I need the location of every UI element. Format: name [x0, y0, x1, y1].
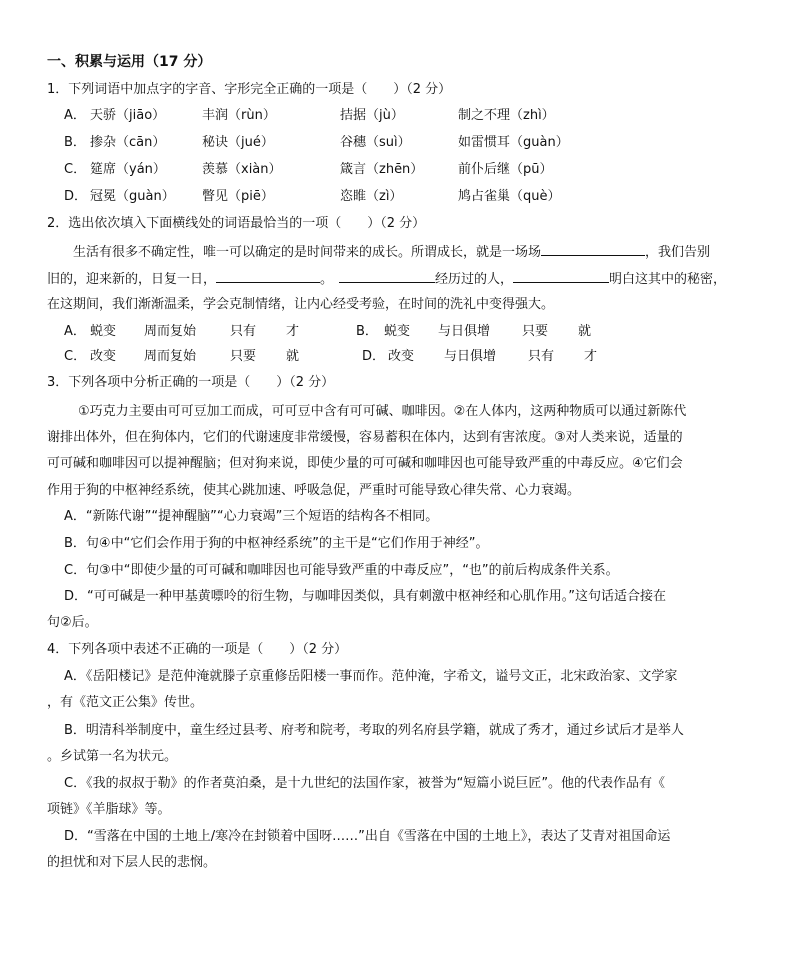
option-word: 才 — [286, 324, 300, 339]
q2-passage-line-1 — [73, 241, 710, 261]
passage-text: ，我们告别 — [645, 245, 711, 260]
q3-passage-line: 作用于狗的中枢神经系统，使其心跳加速、呼吸急促，严重时可能导致心律失常、心力衰竭。 — [47, 483, 581, 498]
option-label: D． — [362, 349, 386, 364]
passage-text: 生活有很多不确定性，唯一可以确定的是时间带来的成长。所谓成长，就是一场场 — [73, 245, 542, 260]
option-word: 恣睢（zì） — [340, 189, 403, 204]
option-word: 前仆后继（pū） — [458, 162, 553, 177]
option-label: C． — [64, 349, 87, 364]
q1-option-b — [64, 133, 764, 153]
option-word: 周而复始 — [144, 324, 197, 339]
option-word: 只要 — [230, 349, 257, 364]
option-word: 羡慕（xiàn） — [202, 162, 282, 177]
option-word: 就 — [578, 324, 592, 339]
option-label: C． — [64, 162, 87, 177]
q3-passage-line: 谢排出体外，但在狗体内，它们的代谢速度非常缓慢，容易蓄积在体内，达到有害浓度。③对人类来说，适量的 — [47, 430, 683, 445]
option-word: 只有 — [528, 349, 555, 364]
q3-passage-line: 可可碱和咖啡因可以提神醒脑；但对狗来说，即使少量的可可碱和咖啡因也可能导致严重的中毒反应。④它们会 — [47, 456, 683, 471]
option-word: 蜕变 — [90, 324, 117, 339]
q1-option-d — [64, 187, 764, 207]
option-word: 蜕变 — [384, 324, 411, 339]
q2-options-row-1 — [64, 322, 764, 342]
option-word: 丰润（rùn） — [202, 108, 276, 123]
passage-text: 经历过的人， — [435, 272, 514, 287]
q4-option-b-cont: 。乡试第一名为状元。 — [47, 749, 178, 764]
q3-option-c: C．句③中“即使少量的可可碱和咖啡因也可能导致严重的中毒反应”，“也”的前后构成条件关系。 — [64, 563, 619, 578]
option-label: B． — [64, 135, 86, 150]
q4-option-b: B．明清科举制度中，童生经过县考、府考和院考，考取的列名府县学籍，就成了秀才，通过乡试后才是举人 — [64, 723, 684, 738]
q3-option-b: B．句④中“它们会作用于狗的中枢神经系统”的主干是“它们作用于神经”。 — [64, 536, 489, 551]
option-word: 瞥见（piē） — [202, 189, 274, 204]
fill-blank-4 — [513, 268, 609, 283]
q2-passage-line-2 — [47, 268, 726, 288]
option-word: 改变 — [388, 349, 415, 364]
option-word: 就 — [286, 349, 300, 364]
q4-option-c: C．《我的叔叔于勒》的作者莫泊桑，是十九世纪的法国作家，被誉为“短篇小说巨匠”。他的代表作品有《 — [64, 776, 666, 791]
q3-passage-line: ①巧克力主要由可可豆加工而成，可可豆中含有可可碱、咖啡因。②在人体内，这两种物质可以通过新陈代 — [78, 404, 687, 419]
fill-blank-1 — [541, 241, 645, 256]
q4-option-a: A．《岳阳楼记》是范仲淹就滕子京重修岳阳楼一事而作。范仲淹，字希文，谥号文正，北宋政治家、文学家 — [64, 669, 678, 684]
q4-option-d: D．“雪落在中国的土地上/寒冷在封锁着中国呀……”出自《雪落在中国的土地上》，表达了艾青对祖国命运 — [64, 829, 671, 844]
option-label: D． — [64, 189, 88, 204]
passage-text: 。 — [320, 272, 334, 287]
fill-blank-2 — [216, 268, 320, 283]
option-word: 箴言（zhēn） — [340, 162, 424, 177]
option-label: B． — [356, 324, 378, 339]
option-label: A． — [64, 324, 86, 339]
q2-passage-line-3: 在这期间，我们渐渐温柔，学会克制情绪，让内心经受考验，在时间的洗礼中变得强大。 — [47, 297, 555, 312]
option-word: 谷穗（suì） — [340, 135, 411, 150]
q4-option-a-cont: ，有《范文正公集》传世。 — [47, 695, 204, 710]
section-title: 一、积累与运用（17 分） — [47, 54, 212, 70]
option-word: 只要 — [522, 324, 549, 339]
option-word: 与日俱增 — [438, 324, 491, 339]
option-word: 周而复始 — [144, 349, 197, 364]
option-word: 鸠占雀巢（què） — [458, 189, 561, 204]
passage-text: 明白这其中的秘密， — [609, 272, 727, 287]
option-word: 如雷惯耳（guàn） — [458, 135, 569, 150]
q1-option-c — [64, 160, 764, 180]
q4-option-d-cont: 的担忧和对下层人民的悲悯。 — [47, 855, 217, 870]
option-word: 才 — [584, 349, 598, 364]
option-word: 冠冕（guàn） — [90, 189, 175, 204]
q3-option-d: D．“可可碱是一种甲基黄嘌呤的衍生物，与咖啡因类似，具有刺激中枢神经和心肌作用。”这句话适合接在 — [64, 589, 666, 604]
option-word: 改变 — [90, 349, 117, 364]
q1-stem: 1．下列词语中加点字的字音、字形完全正确的一项是（ ）（2 分） — [47, 82, 452, 97]
q2-stem: 2．选出依次填入下面横线处的词语最恰当的一项（ ）（2 分） — [47, 216, 426, 231]
option-word: 天骄（jiāo） — [90, 108, 166, 123]
q4-stem: 4．下列各项中表述不正确的一项是（ ）（2 分） — [47, 642, 348, 657]
option-word: 只有 — [230, 324, 257, 339]
option-word: 秘诀（jué） — [202, 135, 274, 150]
option-word: 制之不理（zhì） — [458, 108, 555, 123]
fill-blank-3 — [339, 268, 435, 283]
option-word: 筵席（yán） — [90, 162, 166, 177]
q2-options-row-2 — [64, 347, 764, 367]
option-word: 与日俱增 — [444, 349, 497, 364]
option-label: A． — [64, 108, 86, 123]
q3-stem: 3．下列各项中分析正确的一项是（ ）（2 分） — [47, 375, 335, 390]
q4-option-c-cont: 项链》《羊脂球》等。 — [47, 802, 171, 817]
passage-text: 旧的，迎来新的，日复一日， — [47, 272, 217, 287]
q3-option-d-cont: 句②后。 — [47, 615, 98, 630]
option-word: 掺杂（cān） — [90, 135, 166, 150]
option-word: 拮据（jù） — [340, 108, 404, 123]
q3-option-a: A．“新陈代谢”“提神醒脑”“心力衰竭”三个短语的结构各不相同。 — [64, 509, 439, 524]
q1-option-a — [64, 106, 764, 126]
